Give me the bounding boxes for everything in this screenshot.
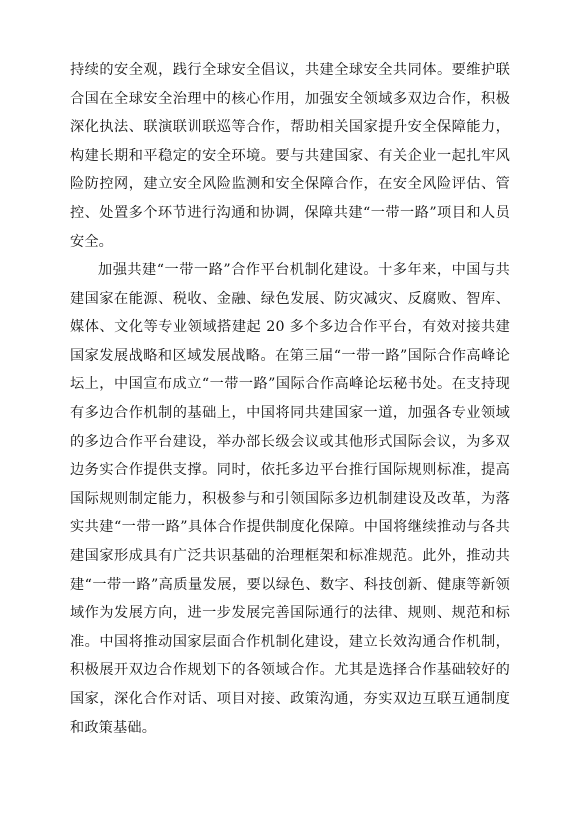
paragraph-security-cooperation: 持续的安全观，践行全球安全倡议，共建全球安全共同体。要维护联合国在全球安全治理中的核心作用，加强安全领域多双边合作，积极深化执法、联演联训联巡等合作，帮助相关国家提升安全保障能力，构建长期和平稳定的安全环境。要与共建国家、有关企业一起扎牢风险防控网，建立安全风险监测和安全保障合作，在安全风险评估、管控、处置多个环节进行沟通和协调，保障共建“一带一路”项目和人员安全。	[70, 62, 510, 250]
paragraph-platform-mechanism: 加强共建“一带一路”合作平台机制化建设。十多年来，中国与共建国家在能源、税收、金融、绿色发展、防灾减灾、反腐败、智库、媒体、文化等专业领域搭建起 20 多个多边合作平台，有效对接共建国家发展战略和区域发展战略。在第三届“一带一路”国际合作高峰论坛上，中国宣布成立“一带一路”国际合作高峰论坛秘书处。在支持现有多边合作机制的基础上，中国将同共建国家一道，加强各专业领域的多边合作平台建设，举办部长级会议或其他形式国际会议，为多双边务实合作提供支撑。同时，依托多边平台推行国际规则标准，提高国际规则制定能力，积极参与和引领国际多边机制建设及改革，为落实共建“一带一路”具体合作提供制度化保障。中国将继续推动与各共建国家形成具有广泛共识基础的治理框架和标准规范。此外，推动共建“一带一路”高质量发展，要以绿色、数字、科技创新、健康等新领域作为发展方向，进一步发展完善国际通行的法律、规则、规范和标准。中国将推动国家层面合作机制化建设，建立长效沟通合作机制，积极展开双边合作规划下的各领域合作。尤其是选择合作基础较好的国家，深化合作对话、项目对接、政策沟通，夯实双边互联互通制度和政策基础。	[70, 262, 510, 736]
